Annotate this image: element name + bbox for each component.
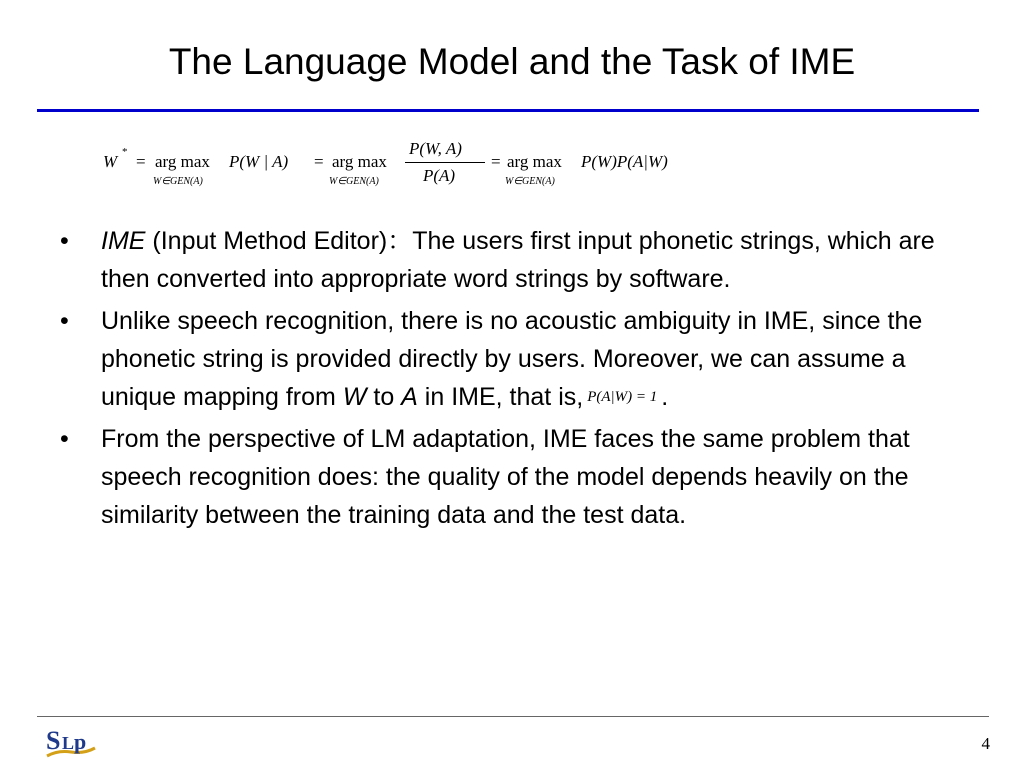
svg-text:p: p <box>74 729 87 754</box>
argmax-formula <box>103 136 743 196</box>
formula-term3: P(W)P(A|W) <box>581 152 668 171</box>
slide-title: The Language Model and the Task of IME <box>168 41 856 82</box>
ime-term: IME <box>101 227 146 255</box>
formula-argmax1: arg max <box>155 152 210 171</box>
slp-logo-icon <box>44 722 98 762</box>
formula-argmax2: arg max <box>332 152 387 171</box>
bullet-marker: • <box>60 425 69 453</box>
formula-lhs-star: * <box>122 146 128 158</box>
var-w: W <box>342 383 367 411</box>
formula-eq1: = <box>136 152 146 171</box>
bullet-text: (Input Method Editor)：The users first input phonetic strings, which are then converted into appropriate word strings by software. <box>101 227 935 293</box>
var-a: A <box>401 383 418 411</box>
formula-eq2: = <box>314 152 324 171</box>
formula-eq3: = <box>491 152 501 171</box>
bullet-list <box>60 222 980 538</box>
svg-text:S: S <box>46 726 61 755</box>
formula-term1: P(W | A) <box>229 152 289 171</box>
formula-frac-den: P(A) <box>423 166 456 185</box>
bullet-item-ambiguity <box>60 302 980 416</box>
formula-argmax3: arg max <box>507 152 562 171</box>
bullet-text: From the perspective of LM adaptation, IME faces the same problem that speech recognition does: the quality of the model depends heavily on the similarity between the training data and the test data. <box>101 425 910 529</box>
bullet-text: Unlike speech recognition, there is no acoustic ambiguity in IME, since the phonetic string is provided directly by users. Moreover, we can assume a unique mapping from <box>101 307 923 411</box>
formula-sub1: W∈GEN(A) <box>153 176 203 187</box>
formula-lhs: W <box>103 152 118 171</box>
bullet-text: to <box>366 383 402 411</box>
formula-sub3: W∈GEN(A) <box>505 176 555 187</box>
formula-sub2: W∈GEN(A) <box>329 176 379 187</box>
formula-frac-num: P(W, A) <box>409 139 462 158</box>
bullet-text: . <box>661 383 669 411</box>
formula-frac-line <box>405 162 485 163</box>
title-divider <box>37 109 979 112</box>
footer-divider <box>37 716 989 717</box>
svg-text:L: L <box>62 733 75 753</box>
bullet-text: in IME, that is, <box>417 383 584 411</box>
inline-formula: P(A|W) = 1 <box>587 389 658 405</box>
bullet-item-ime <box>60 222 980 298</box>
page-number: 4 <box>981 734 990 753</box>
bullet-marker: • <box>60 307 69 335</box>
bullet-marker: • <box>60 227 69 255</box>
bullet-item-adaptation <box>60 420 980 534</box>
